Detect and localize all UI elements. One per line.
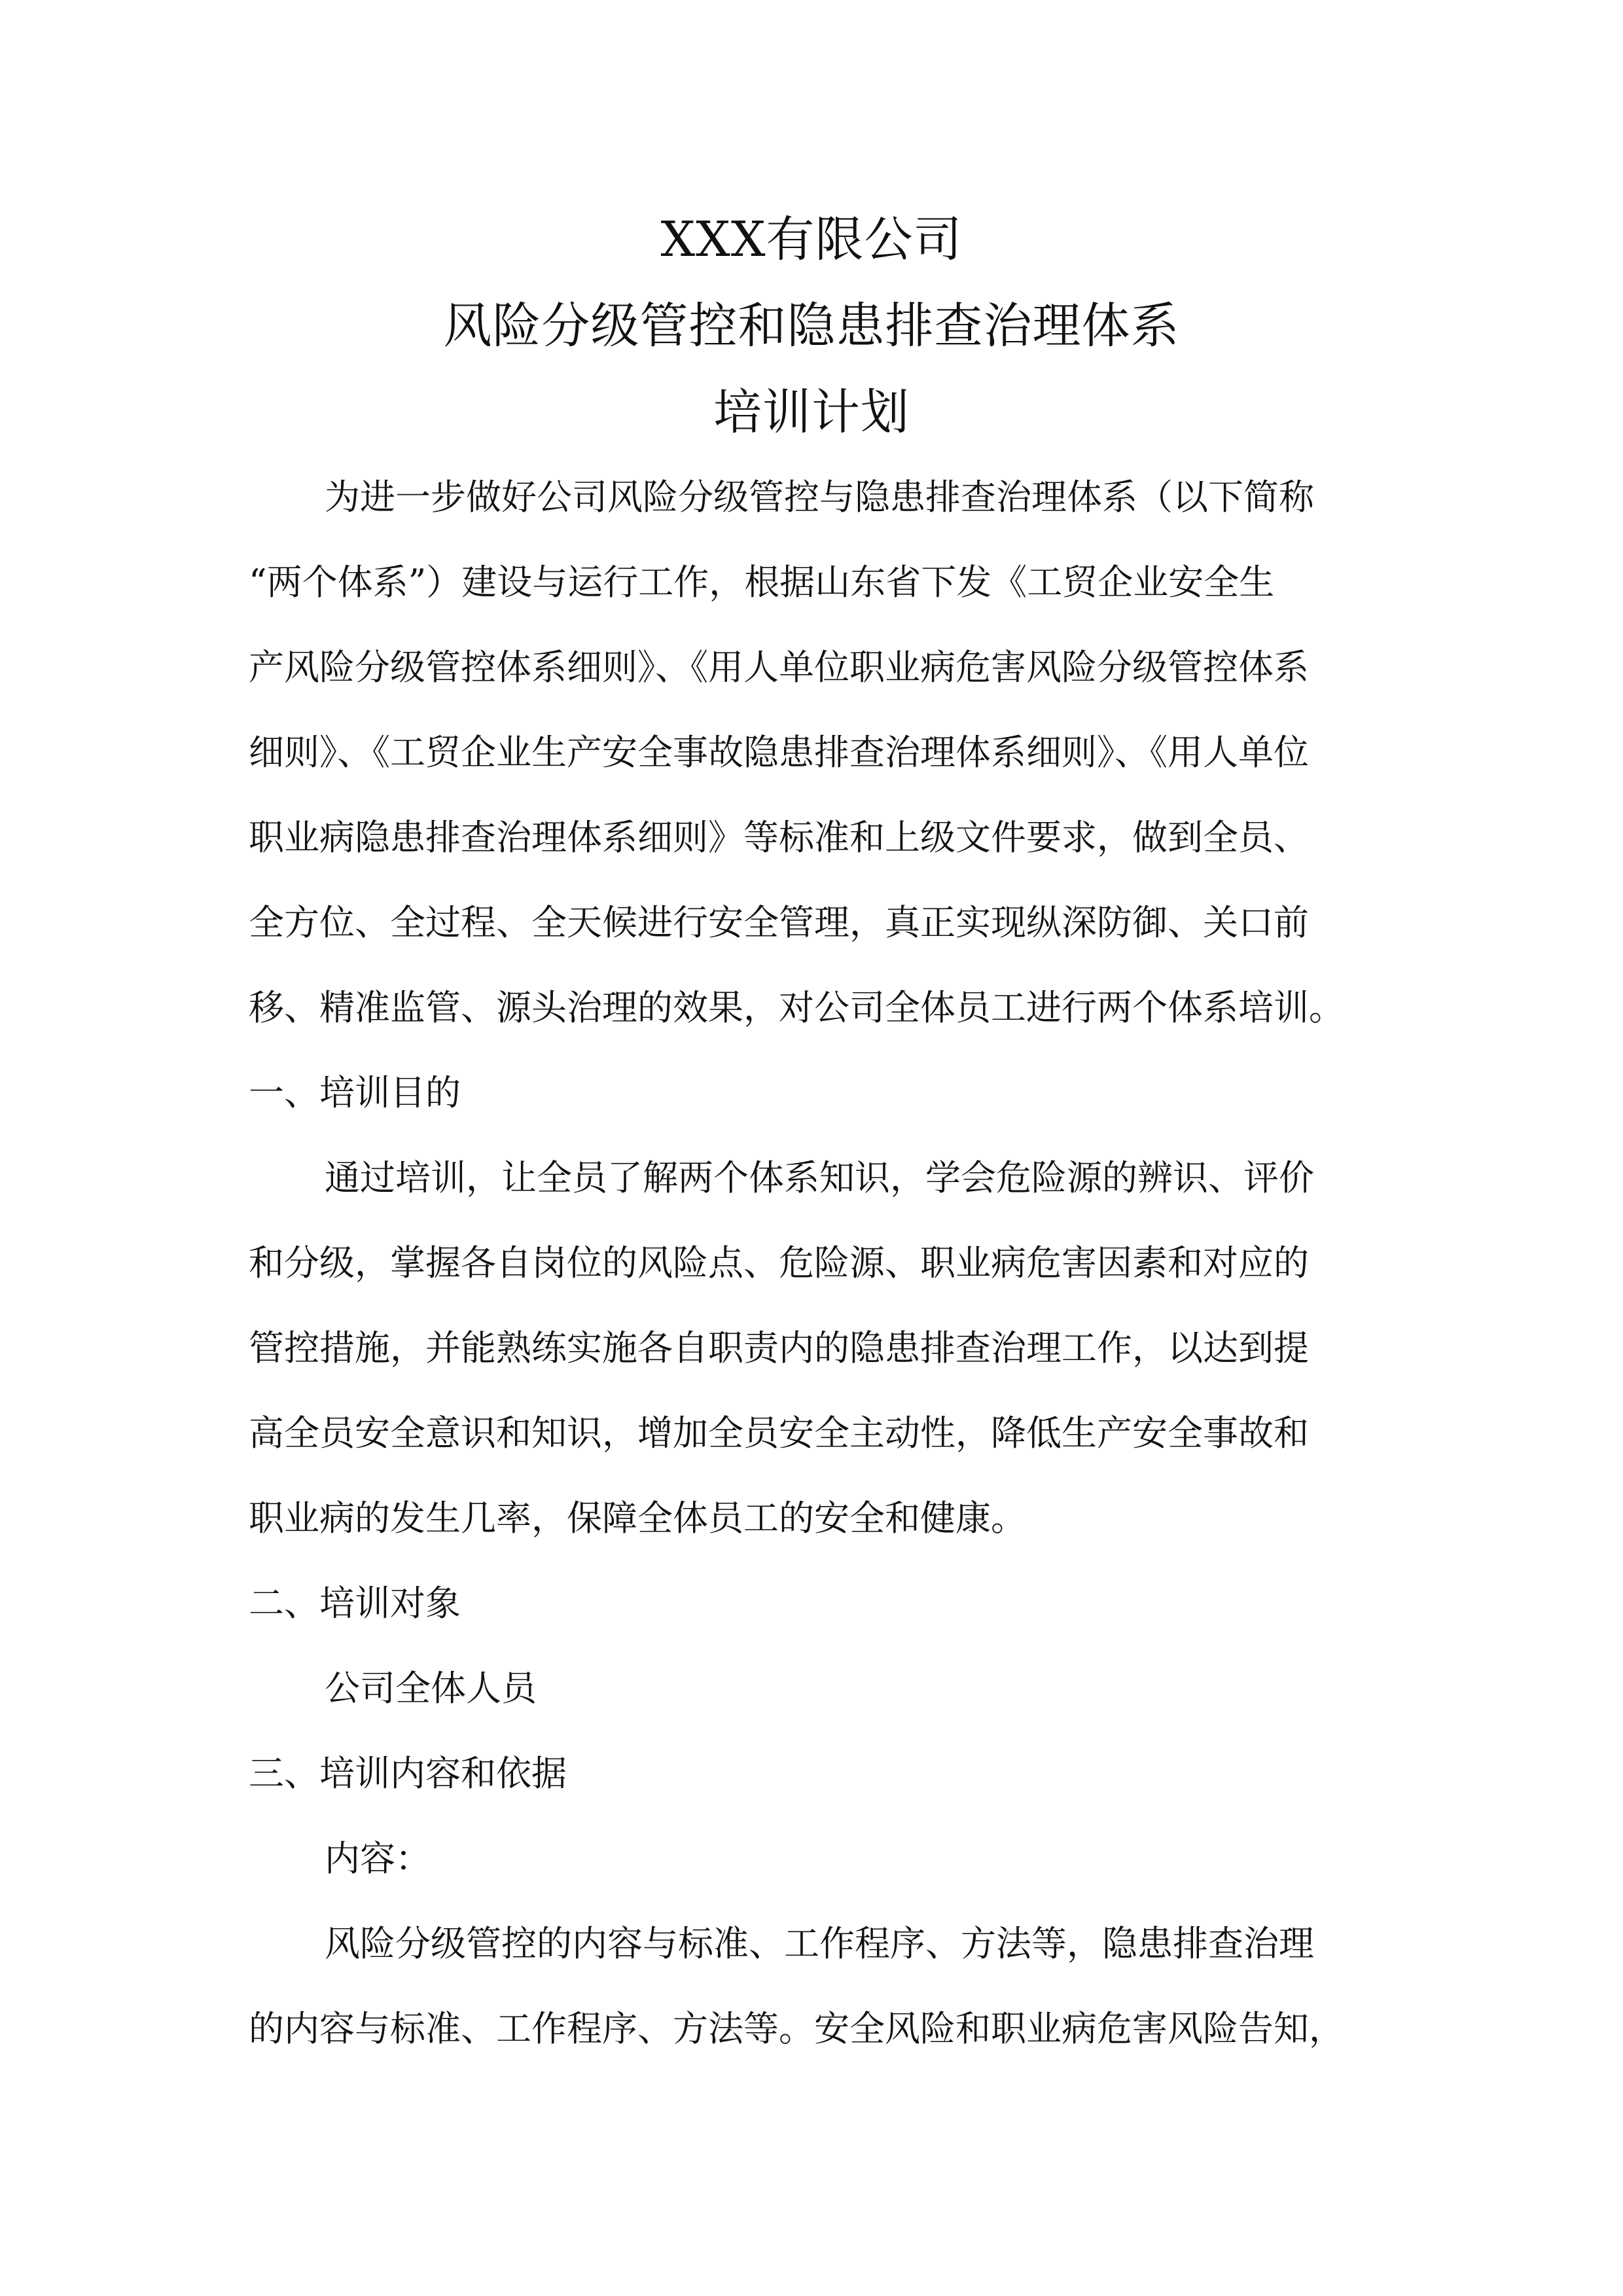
text-line: 和分级，掌握各自岗位的风险点、危险源、职业病危害因素和对应的 (249, 1242, 1309, 1283)
text-line: 高全员安全意识和知识，增加全员安全主动性，降低生产安全事故和 (249, 1412, 1309, 1454)
system-title: 风险分级管控和隐患排查治理体系 (443, 298, 1180, 354)
document-body (249, 455, 1387, 2072)
text-line: 二、培训对象 (249, 1583, 461, 1624)
text-line: 细则》、《工贸企业生产安全事故隐患排查治理体系细则》、《用人单位 (249, 732, 1309, 773)
text-line: 三、培训内容和依据 (249, 1753, 567, 1794)
text-line: 通过培训，让全员了解两个体系知识，学会危险源的辨识、评价 (325, 1157, 1314, 1198)
text-line: 风险分级管控的内容与标准、工作程序、方法等，隐患排查治理 (325, 1923, 1314, 1964)
text-line: 职业病隐患排查治理体系细则》等标准和上级文件要求，做到全员、 (249, 817, 1309, 858)
text-line: 全方位、全过程、全天候进行安全管理，真正实现纵深防御、关口前 (249, 902, 1309, 943)
text-line: 职业病的发生几率，保障全体员工的安全和健康。 (249, 1498, 1026, 1539)
text-line: 公司全体人员 (325, 1668, 537, 1709)
text-line: 产风险分级管控体系细则》、《用人单位职业病危害风险分级管控体系 (249, 647, 1309, 688)
text-line: 管控措施，并能熟练实施各自职责内的隐患排查治理工作，以达到提 (249, 1327, 1309, 1369)
text-line: 一、培训目的 (249, 1072, 461, 1113)
plan-title: 培训计划 (713, 384, 910, 440)
text-line: 为进一步做好公司风险分级管控与隐患排查治理体系（以下简称 (325, 476, 1314, 518)
document-title (0, 196, 1623, 456)
text-line: “两个体系”）建设与运行工作，根据山东省下发《工贸企业安全生 (249, 562, 1275, 603)
text-line: 的内容与标准、工作程序、方法等。安全风险和职业病危害风险告知， (249, 2008, 1344, 2049)
text-line: 内容： (325, 1838, 431, 1879)
text-line: 移、精准监管、源头治理的效果，对公司全体员工进行两个体系培训。 (249, 987, 1344, 1028)
company-name: XXX有限公司 (660, 211, 963, 268)
